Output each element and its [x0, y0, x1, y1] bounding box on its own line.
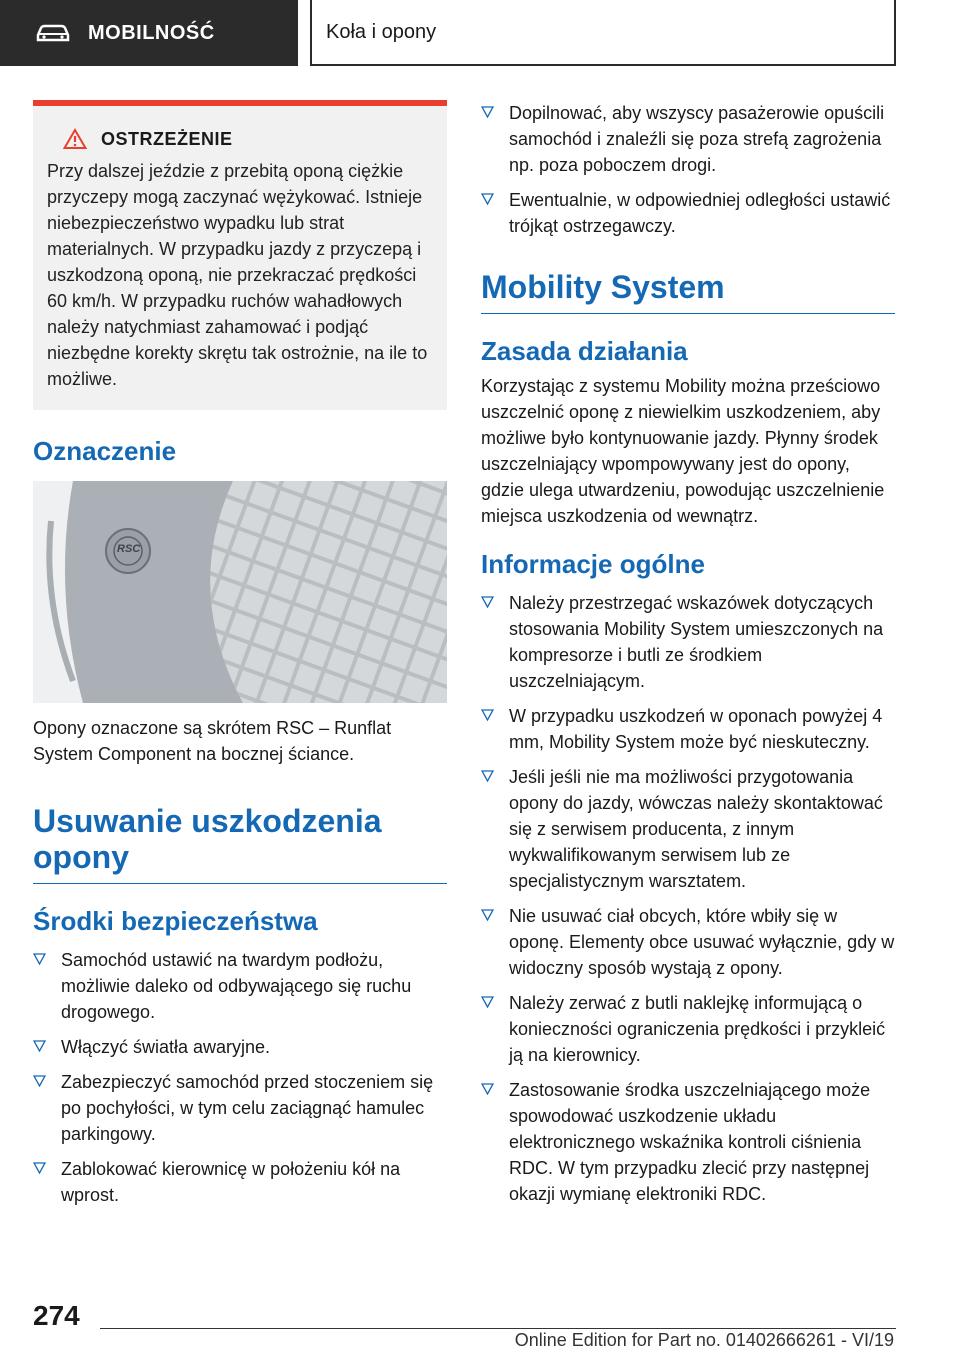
- warning-box: [33, 100, 447, 410]
- list-item: [33, 1156, 447, 1208]
- warning-text: Przy dalszej jeździe z przebitą oponą ciężkie przyczepy mogą zaczynać wężykować. Istnieje niebezpieczeństwo wypadku lub strat materialnych. W przypadku jazdy z przyczepą i uszkodzoną oponą, nie przekraczać prędkości 60 km/h. W przypadku ruchów wahadłowych należy natychmiast zahamować i podjąć niezbędne korekty skrętu tak ostrożnie, na ile to możliwe.: [47, 161, 428, 389]
- warning-title: OSTRZEŻENIE: [101, 128, 233, 149]
- triangle-bullet-icon: [481, 909, 494, 921]
- list-item-text: Dopilnować, aby wszyscy pasażerowie opuścili samochód i znaleźli się poza strefą zagrożenia np. poza poboczem drogi.: [509, 103, 885, 175]
- list-item: [33, 947, 447, 1025]
- tire-illustration: [33, 481, 447, 703]
- list-item: [481, 1077, 895, 1207]
- list-item: [481, 990, 895, 1068]
- list-item: [481, 100, 895, 178]
- triangle-bullet-icon: [481, 709, 494, 721]
- triangle-bullet-icon: [481, 596, 494, 608]
- page-number: 274: [33, 1300, 80, 1331]
- list-item-text: Należy zerwać z butli naklejkę informującą o konieczności ograniczenia prędkości i przykleić ją na kierownicy.: [509, 993, 886, 1065]
- rsc-logo-text: RSC: [117, 543, 141, 555]
- srodki-list-continued: [481, 100, 895, 239]
- triangle-bullet-icon: [33, 1040, 46, 1052]
- heading-usuwanie: Usuwanie uszkodzenia opony: [33, 803, 447, 884]
- list-item: [481, 590, 895, 694]
- list-item-text: Samochód ustawić na twardym podłożu, możliwie daleko od odbywającego się ruchu drogowego.: [61, 950, 412, 1022]
- triangle-bullet-icon: [33, 953, 46, 965]
- tire-caption: Opony oznaczone są skrótem RSC – Runflat System Component na bocznej ściance.: [33, 718, 392, 764]
- heading-srodki: Środki bezpieczeństwa: [33, 906, 318, 936]
- section-title: MOBILNOŚĆ: [88, 21, 215, 44]
- triangle-bullet-icon: [33, 1075, 46, 1087]
- list-item-text: Nie usuwać ciał obcych, które wbiły się w oponę. Elementy obce usuwać wyłącznie, gdy w widoczny sposób wystają z opony.: [509, 906, 895, 978]
- list-item-text: Ewentualnie, w odpowiedniej odległości ustawić trójkąt ostrzegawczy.: [509, 190, 891, 236]
- list-item-text: Zabezpieczyć samochód przed stoczeniem się po pochyłości, w tym celu zaciągnąć hamulec parkingowy.: [61, 1072, 434, 1144]
- list-item: [481, 703, 895, 755]
- list-item: [33, 1069, 447, 1147]
- edition-label: Online Edition for Part no. 01402666261 - VI/19: [514, 1330, 894, 1350]
- left-column: [33, 100, 447, 1217]
- triangle-bullet-icon: [481, 1083, 494, 1095]
- srodki-list: [33, 947, 447, 1208]
- section-tab: [0, 0, 298, 66]
- zasada-text: Korzystając z systemu Mobility można prześciowo uszczelnić oponę z niewielkim uszkodzeniem, aby możliwe było kontynuowanie jazdy. Płynny środek uszczelniający wpompowywany jest do opony, gdzie ulega utwardzeniu, powodując uszczelnienie miejsca uszkodzenia od wewnątrz.: [481, 376, 885, 526]
- chapter-tab: [310, 0, 896, 66]
- list-item-text: Zastosowanie środka uszczelniającego może spowodować uszkodzenie układu elektronicznego wskaźnika kontroli ciśnienia RDC. W tym przypadku zlecić przy następnej okazji wymianę elektroniki RDC.: [509, 1080, 871, 1204]
- right-column: [481, 100, 895, 1216]
- chapter-title: Koła i opony: [326, 20, 437, 43]
- list-item: [481, 764, 895, 894]
- list-item: [481, 187, 895, 239]
- heading-zasada: Zasada działania: [481, 336, 688, 366]
- warning-triangle-icon: [63, 128, 87, 150]
- triangle-bullet-icon: [481, 770, 494, 782]
- triangle-bullet-icon: [33, 1162, 46, 1174]
- list-item-text: Włączyć światła awaryjne.: [61, 1037, 271, 1057]
- list-item-text: Zablokować kierownicę w położeniu kół na wprost.: [61, 1159, 401, 1205]
- page-header: [0, 0, 960, 66]
- list-item: [481, 903, 895, 981]
- car-icon: [36, 23, 70, 43]
- heading-informacje: Informacje ogólne: [481, 549, 705, 579]
- triangle-bullet-icon: [481, 106, 494, 118]
- list-item-text: Jeśli jeśli nie ma możliwości przygotowania opony do jazdy, wówczas należy skontaktować się z serwisem producenta, z innym wykwalifikowanym serwisem lub ze specjalistycznym warsztatem.: [509, 767, 883, 891]
- warning-header: [47, 128, 433, 150]
- triangle-bullet-icon: [481, 996, 494, 1008]
- heading-oznaczenie: Oznaczenie: [33, 436, 177, 466]
- heading-mobility-system: Mobility System: [481, 269, 895, 314]
- tire-image: [33, 481, 447, 703]
- page-footer: [0, 1290, 960, 1362]
- footer-divider: [100, 1328, 896, 1329]
- info-list: [481, 590, 895, 1207]
- list-item-text: Należy przestrzegać wskazówek dotyczących stosowania Mobility System umieszczonych na kompresorze i butli ze środkiem uszczelniającym.: [509, 593, 884, 691]
- list-item-text: W przypadku uszkodzeń w oponach powyżej 4 mm, Mobility System może być nieskuteczny.: [509, 706, 883, 752]
- list-item: [33, 1034, 447, 1060]
- triangle-bullet-icon: [481, 193, 494, 205]
